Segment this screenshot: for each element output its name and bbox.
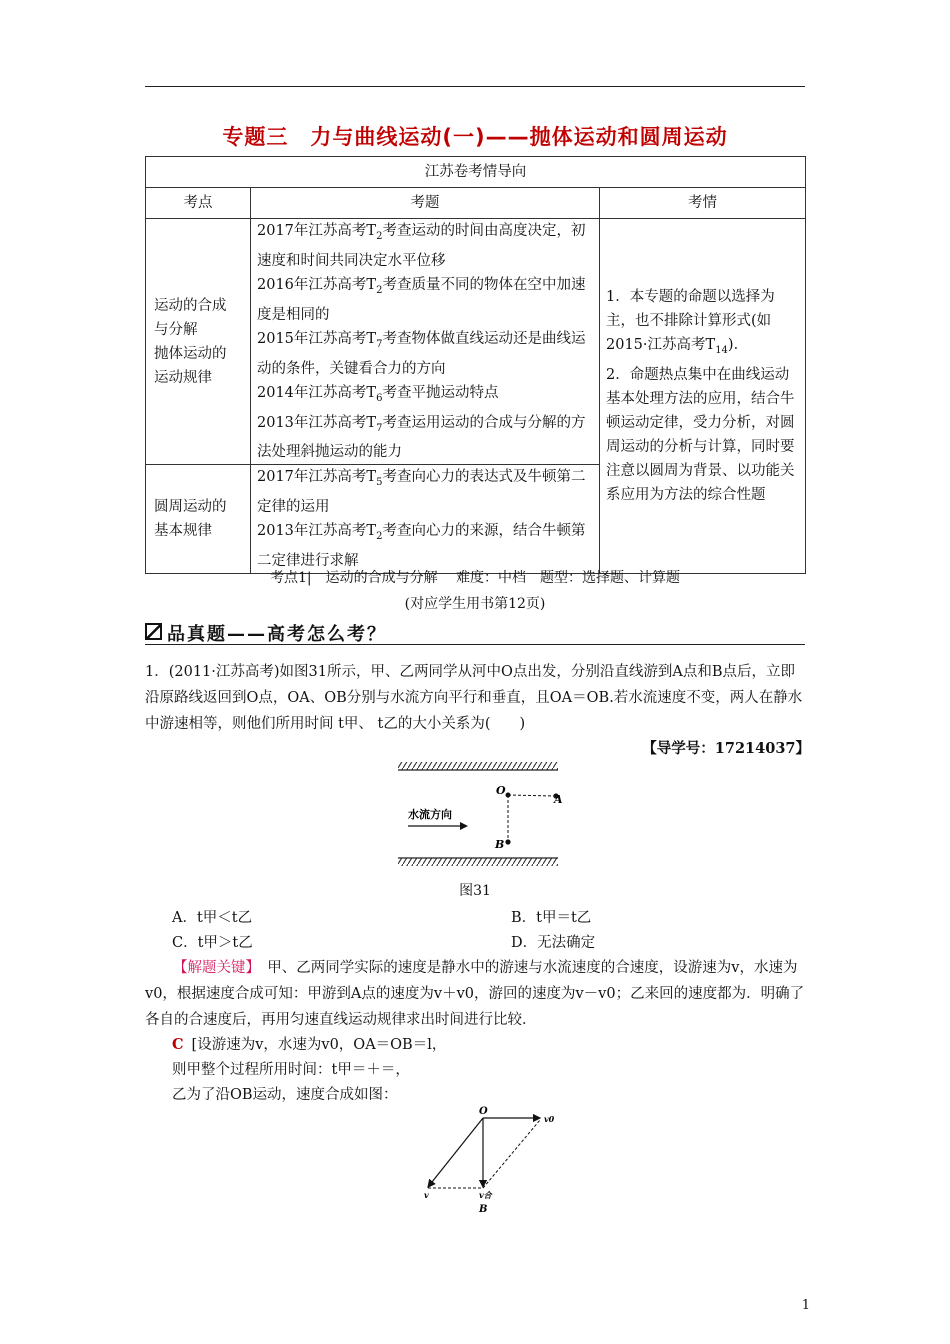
section-band (145, 620, 805, 645)
checkbox-icon (145, 623, 162, 640)
river-figure (398, 760, 563, 872)
exam-guide-table (145, 156, 806, 574)
flow-arrow-icon (460, 822, 468, 830)
analysis-point-1: 1．本专题的命题以选择为主，也不排除计算形式(如2015·江苏高考$T_{14}$)． (606, 289, 775, 357)
river-bank-top (398, 762, 558, 770)
fig2-label-v0: v0 (544, 1114, 555, 1124)
page-title: 专题三 力与曲线运动(一)——抛体运动和圆周运动 (222, 125, 728, 149)
question-item: 2015年江苏高考$T_7$考查物体做直线运动还是曲线运动的条件，关键看合力的方向 (257, 330, 586, 377)
question-item: 2017年江苏高考$T_5$考查向心力的表达式及牛顿第二定律的运用 (257, 469, 586, 516)
option-b: B．t甲＝t乙 (511, 910, 592, 926)
header-rule (145, 86, 805, 87)
river-bank-bottom (398, 858, 558, 866)
fig2-label-b: B (479, 1204, 488, 1215)
focus-point-line: 考点1| 运动的合成与分解 难度：中档 题型：选择题、计算题 (269, 570, 681, 586)
answer-letter: C (172, 1036, 184, 1053)
label-b: B (495, 838, 505, 851)
question-item: 2013年江苏高考$T_7$考查运用运动的合成与分解的方法处理斜抛运动的能力 (257, 414, 586, 461)
question-text: 1．(2011·江苏高考)如图31所示，甲、乙两同学从河中O点出发，分别沿直线游到A点和B点后，立即沿原路线返回到O点，OA、OB分别与水流方向平行和垂直，且OA＝OB.若水流速度不变，两人在静水中游速相等，则他们所用时间 t甲、 t乙的大小关系为( ) (145, 664, 803, 732)
row1-topic-cell: 运动的合成 与分解 抛体运动的 运动规律 (146, 219, 251, 465)
row2-topic-cell: 圆周运动的 基本规律 (146, 465, 251, 574)
solution-key: 【解题关键】 甲、乙两同学实际的速度是静水中的游速与水流速度的合速度，设游速为v，水速为v0，根据速度合成可知：甲游到A点的速度为v＋v0，游回的速度为v－v0；乙来回的速度都为．明确了各自的合速度后，再用匀速直线运动规律求出时间进行比较． (145, 960, 805, 1028)
fig2-label-o: O (479, 1106, 488, 1117)
section-heading: 品真题——高考怎么考？ (167, 624, 387, 645)
header-topic: 考点 (146, 188, 251, 219)
answer-line-1: C [设游速为v，水速为v0，OA＝OB＝l， (172, 1036, 447, 1053)
row1-questions-cell (251, 219, 600, 465)
label-a: A (554, 793, 563, 806)
flow-direction-label: 水流方向 (408, 808, 452, 821)
figure-caption: 图31 (459, 883, 491, 899)
path-oa (508, 795, 554, 796)
analysis-point-2: 2．命题热点集中在曲线运动基本处理方法的应用，结合牛顿运动定律，受力分析，对圆周运动的分析与计算，同时要注意以圆周为背景、以功能关系应用为方法的综合性题 (606, 367, 795, 504)
velocity-diagram (420, 1103, 570, 1215)
guide-number: 【导学号：17214037】 (642, 740, 810, 757)
solution-key-label: 【解题关键】 (173, 960, 253, 976)
row2-questions-cell (251, 465, 600, 574)
fig2-label-v: v (424, 1190, 429, 1200)
analysis-cell (600, 219, 806, 574)
question-item: 2017年江苏高考$T_2$考查运动的时间由高度决定，初速度和时间共同决定水平位移 (257, 223, 586, 269)
question-item: 2013年江苏高考$T_2$考查向心力的来源，结合牛顿第二定律进行求解 (257, 523, 586, 570)
question-item: 2014年江苏高考$T_6$考查平抛运动特点 (257, 384, 499, 404)
page-number: 1 (801, 1298, 810, 1313)
answer-line-2: 则甲整个过程所用时间：t甲＝＋＝， (172, 1062, 410, 1078)
answer-line-3: 乙为了沿OB运动，速度合成如图： (172, 1087, 398, 1103)
option-c: C．t甲＞t乙 (172, 935, 253, 951)
option-d: D．无法确定 (511, 935, 596, 951)
header-questions: 考题 (251, 188, 600, 219)
label-o: O (496, 784, 506, 797)
dashed-diagonal (483, 1120, 540, 1188)
table-caption: 江苏卷考情导向 (146, 157, 806, 188)
option-a: A．t甲＜t乙 (172, 910, 253, 926)
v-vector (428, 1118, 483, 1187)
book-reference: (对应学生用书第12页) (404, 596, 546, 612)
fig2-label-vhe: v合 (479, 1190, 492, 1200)
header-analysis: 考情 (600, 188, 806, 219)
question-item: 2016年江苏高考$T_2$考查质量不同的物体在空中加速度是相同的 (257, 276, 586, 323)
